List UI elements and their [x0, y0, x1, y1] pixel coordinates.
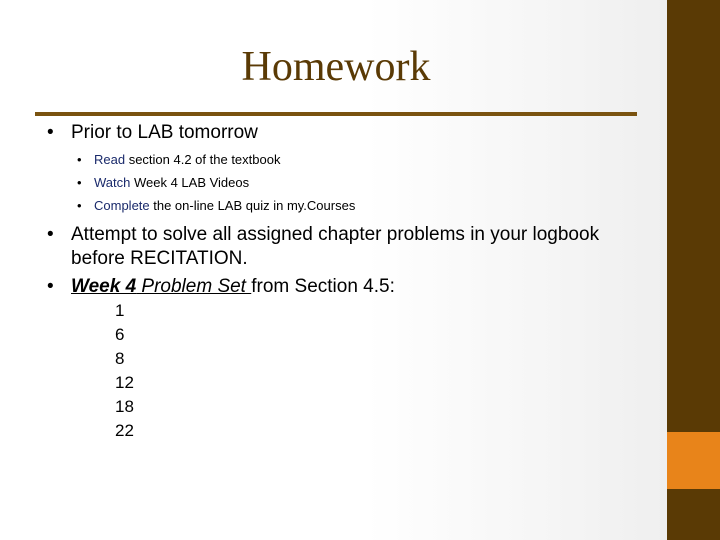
slide-title: Homework	[241, 44, 431, 90]
sidebar-accent-block	[667, 432, 720, 489]
problem-number: 22	[115, 421, 134, 440]
bullet-attempt-line1: Attempt to solve all assigned chapter problems in your logbook	[71, 224, 600, 245]
bullet-dot-icon: •	[47, 224, 54, 245]
problem-set-label: Problem Set	[136, 276, 252, 297]
sub-bullet-complete	[94, 195, 355, 217]
problem-set-section: from Section 4.5:	[251, 276, 395, 297]
sub-bullet-verb: Read	[94, 152, 126, 167]
sub-bullet-verb: Complete	[94, 198, 150, 213]
problem-number: 1	[115, 301, 125, 320]
sub-bullet-read	[94, 149, 280, 171]
bullet-dot-icon: •	[47, 276, 54, 297]
sub-bullet-watch	[94, 172, 249, 194]
problem-set-week: Week 4	[71, 276, 137, 297]
problem-number: 6	[115, 325, 125, 344]
sub-bullet-text: Week 4 LAB Videos	[130, 175, 250, 190]
title-divider	[35, 112, 637, 116]
bullet-prior-lab: Prior to LAB tomorrow	[71, 122, 258, 143]
bullet-dot-icon: •	[77, 175, 82, 190]
bullet-dot-icon: •	[77, 152, 82, 167]
sub-bullet-text: the on-line LAB quiz in my.Courses	[149, 198, 356, 213]
bullet-attempt-line2: before RECITATION.	[71, 248, 248, 269]
sub-bullet-text: section 4.2 of the textbook	[125, 152, 281, 167]
bullet-problem-set	[71, 275, 395, 299]
problem-number: 8	[115, 349, 125, 368]
bullet-dot-icon: •	[77, 198, 82, 213]
problem-number: 12	[115, 373, 134, 392]
bullet-dot-icon: •	[47, 122, 54, 143]
problem-number: 18	[115, 397, 134, 416]
sub-bullet-verb: Watch	[94, 175, 131, 190]
